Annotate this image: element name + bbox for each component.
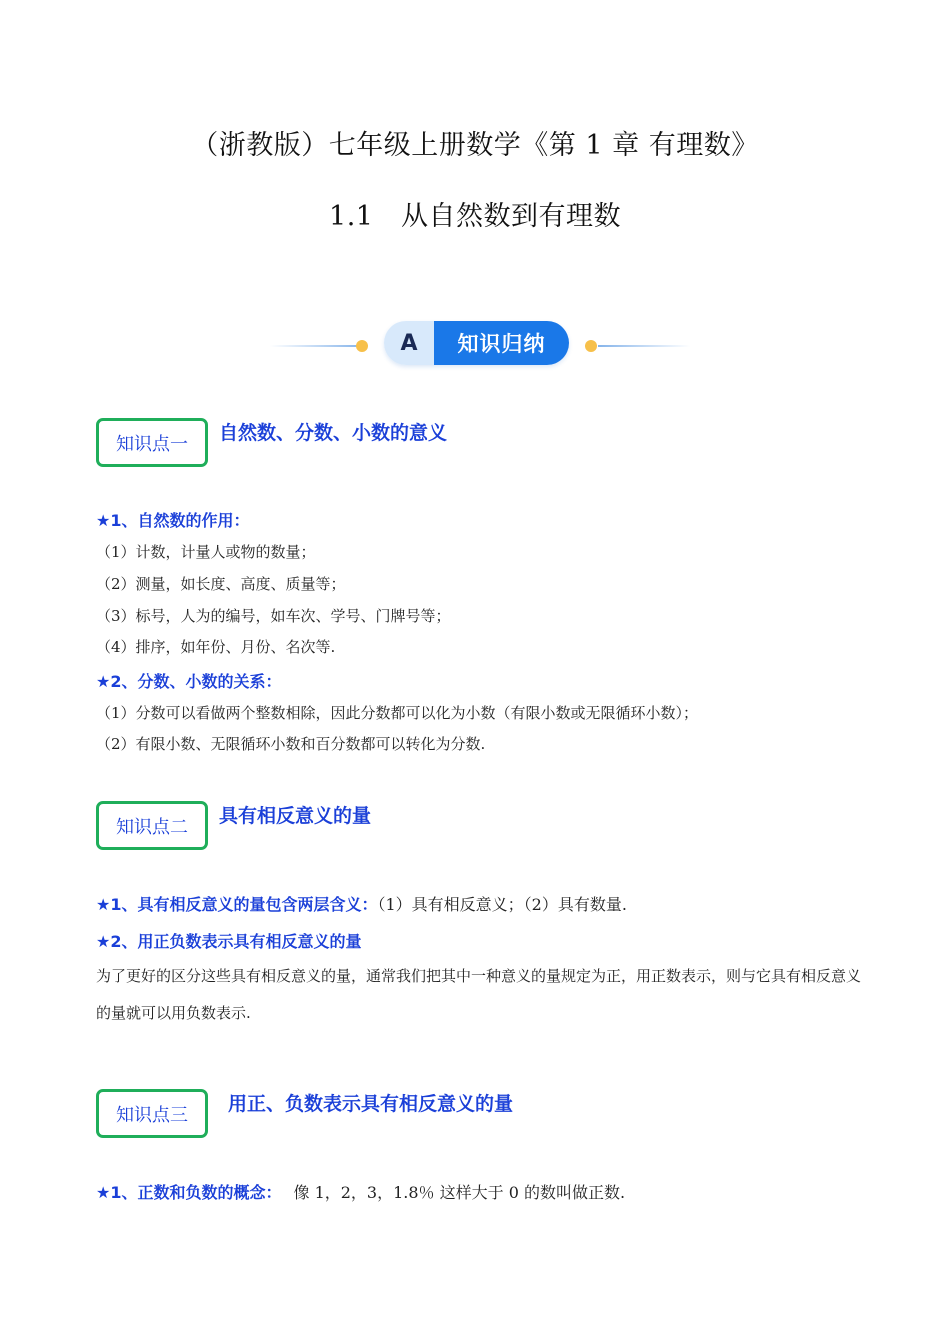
s1-star-2: ★2、分数、小数的关系：	[96, 672, 282, 691]
s1-item-6: （2）有限小数、无限循环小数和百分数都可以转化为分数.	[96, 735, 486, 753]
knowledge-point-2-box: 知识点二	[96, 801, 208, 850]
s3-star-1	[96, 1180, 625, 1203]
s2-star-2: ★2、用正负数表示具有相反意义的量	[96, 932, 362, 951]
knowledge-summary-banner	[384, 321, 569, 365]
s1-item-1: （1）计数，计量人或物的数量；	[96, 543, 316, 561]
s3-star-1-label: ★1、正数和负数的概念：	[96, 1183, 282, 1202]
banner-label: 知识归纳	[434, 321, 569, 365]
section-title: 1.1 从自然数到有理数	[329, 201, 621, 232]
banner-dot-left	[356, 340, 368, 352]
s1-star-1: ★1、自然数的作用：	[96, 511, 250, 530]
banner-letter: A	[384, 321, 434, 365]
document-title: （浙教版）七年级上册数学《第 1 章 有理数》	[191, 130, 759, 161]
knowledge-point-2-heading: 具有相反意义的量	[219, 805, 372, 827]
s2-star-1-text: （1）具有相反意义；（2）具有数量.	[377, 895, 627, 914]
s1-item-3: （3）标号，人为的编号，如车次、学号、门牌号等；	[96, 607, 451, 625]
knowledge-point-1-heading: 自然数、分数、小数的意义	[219, 422, 448, 444]
s3-star-1-text: 像 1，2，3，1.8％ 这样大于 0 的数叫做正数.	[293, 1183, 626, 1202]
banner-line-right	[598, 345, 690, 347]
s1-item-2: （2）测量，如长度、高度、质量等；	[96, 575, 346, 593]
banner-line-left	[270, 345, 362, 347]
s1-item-5: （1）分数可以看做两个整数相除，因此分数都可以化为小数（有限小数或无限循环小数）；	[96, 704, 699, 722]
knowledge-point-3-box: 知识点三	[96, 1089, 208, 1138]
s1-item-4: （4）排序，如年份、月份、名次等.	[96, 638, 336, 656]
banner-dot-right	[585, 340, 597, 352]
s2-star-1	[96, 892, 627, 915]
s2-star-1-label: ★1、具有相反意义的量包含两层含义：	[96, 895, 378, 914]
knowledge-point-3-heading: 用正、负数表示具有相反意义的量	[228, 1093, 514, 1115]
s2-paragraph: 为了更好的区分这些具有相反意义的量，通常我们把其中一种意义的量规定为正，用正数表示，则与它具有相反意义的量就可以用负数表示.	[96, 967, 862, 1022]
knowledge-point-1-box: 知识点一	[96, 418, 208, 467]
